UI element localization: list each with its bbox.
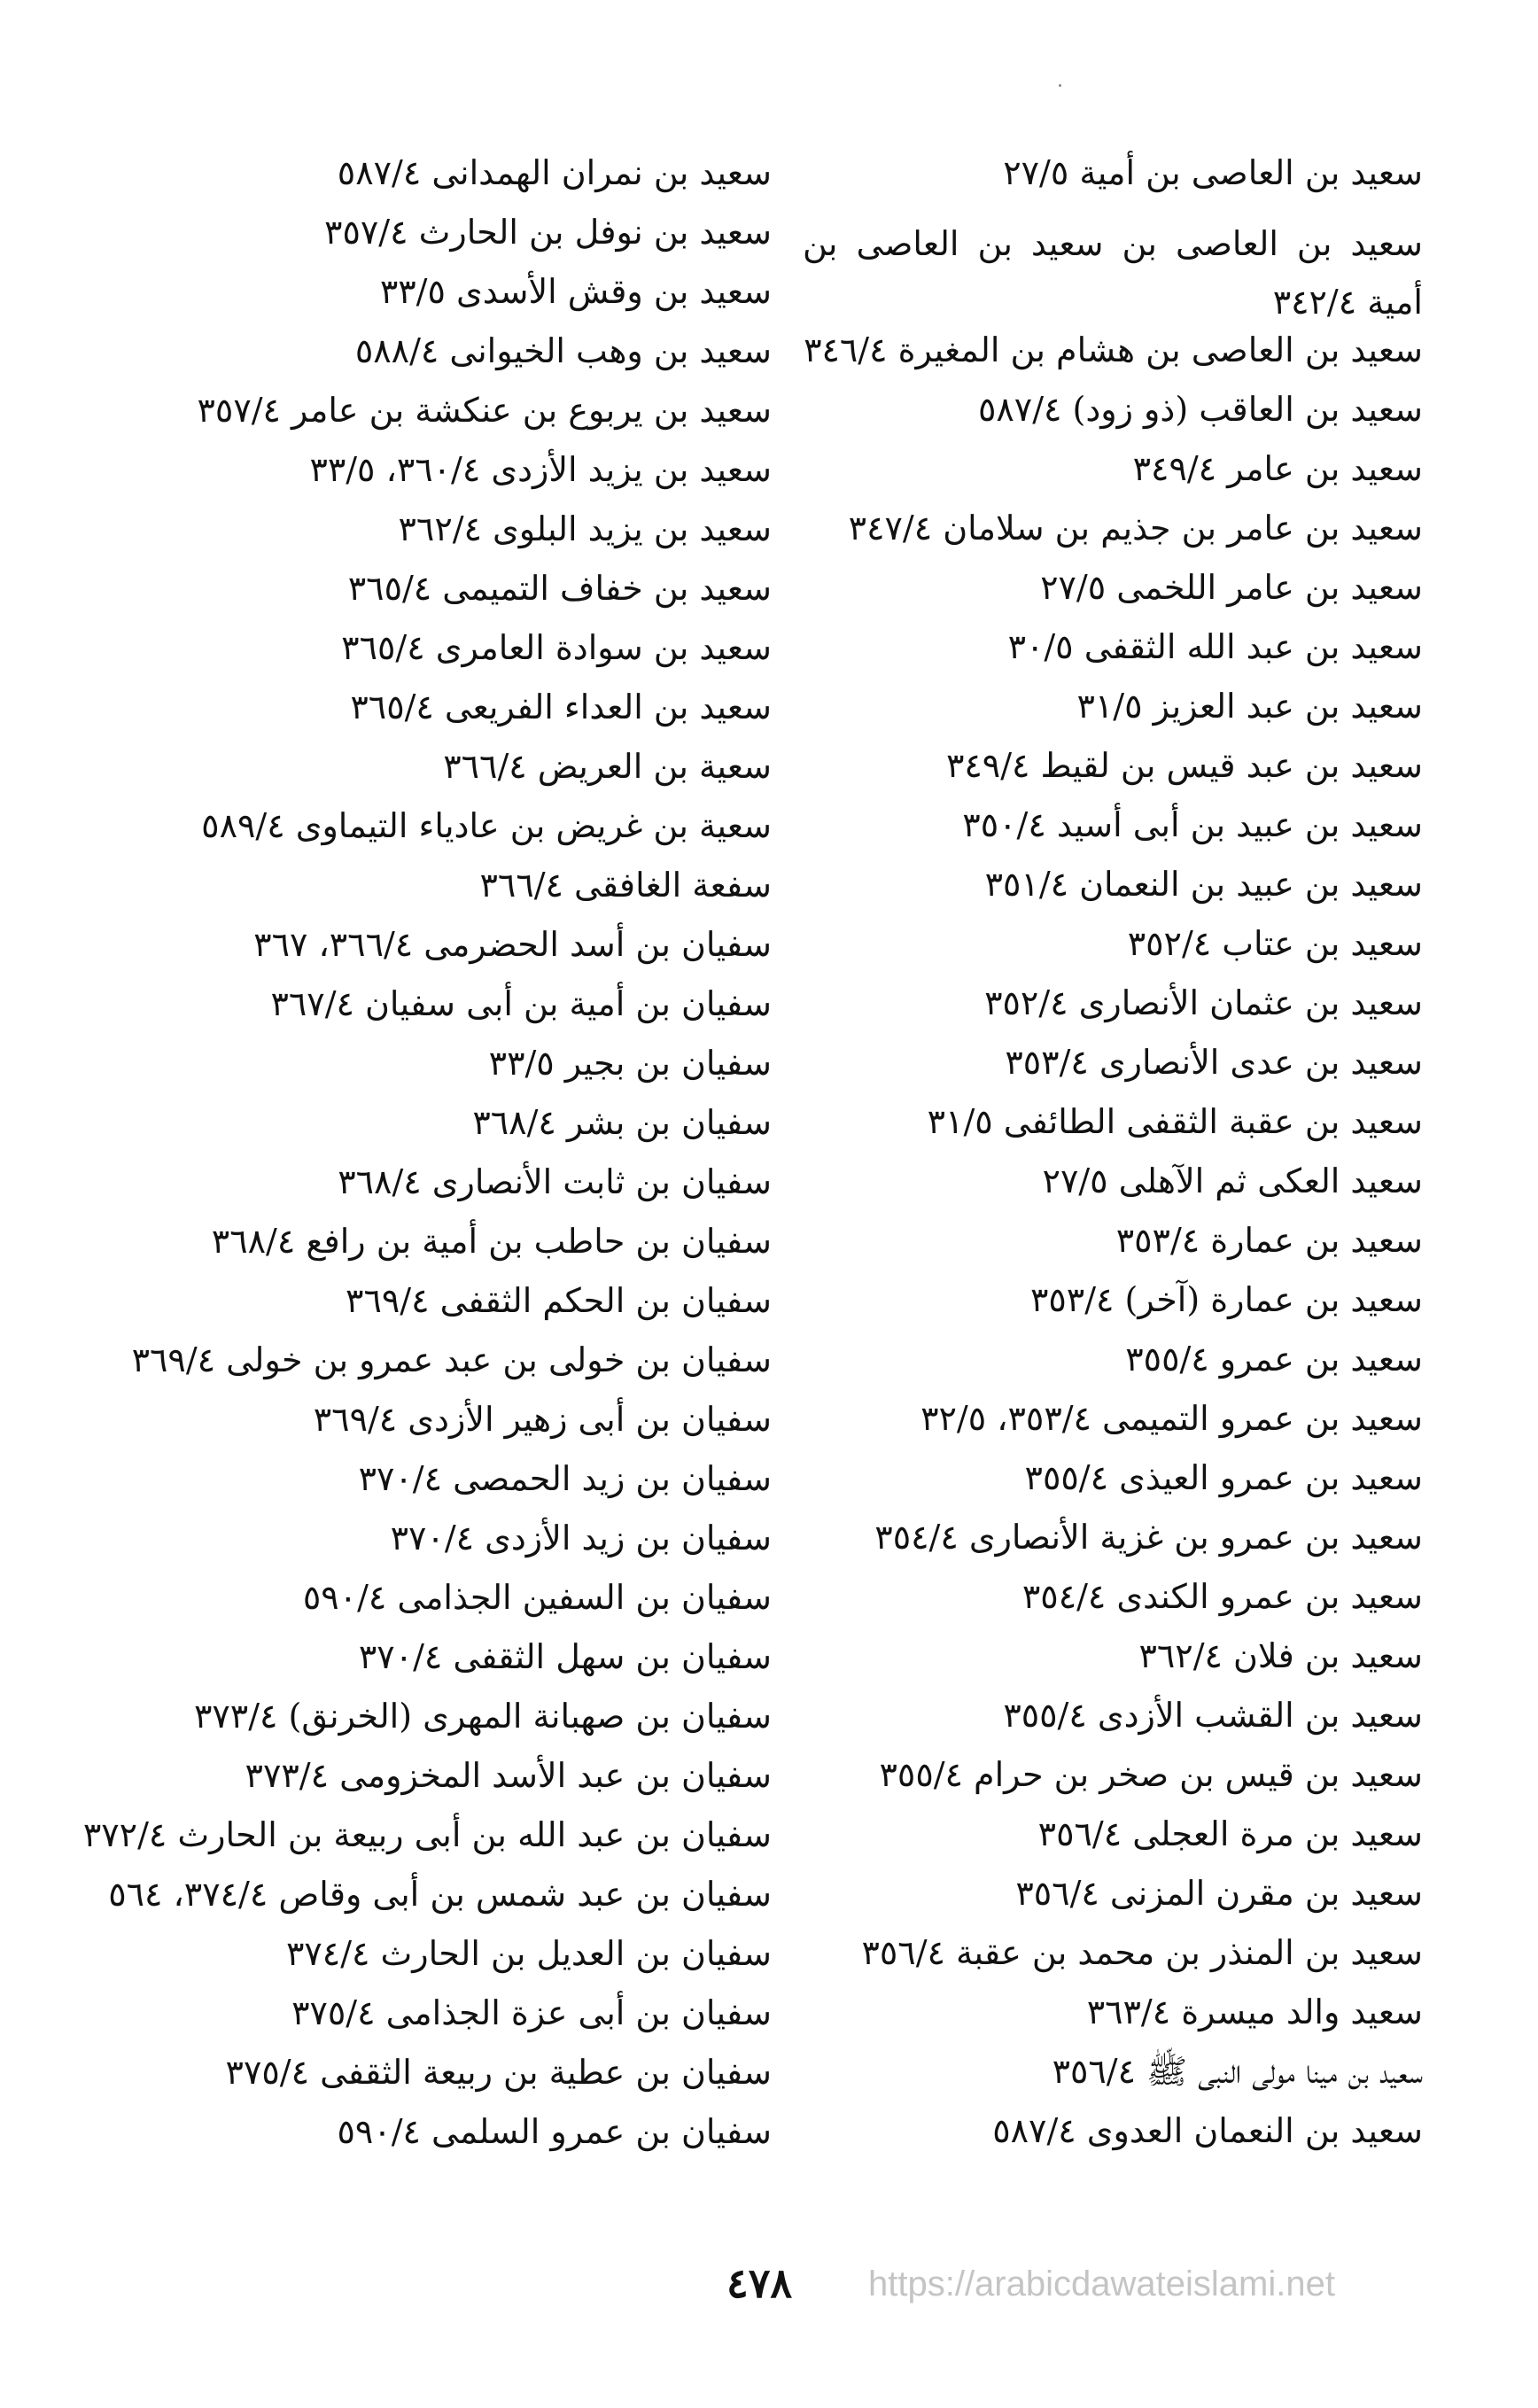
index-entry: سفعة الغافقى ٣٦٦/٤ xyxy=(479,866,772,905)
index-entry: سعيد بن المنذر بن محمد بن عقبة ٣٥٦/٤ xyxy=(861,1933,1423,1972)
index-entry: سفيان بن السفين الجذامى ٥٩٠/٤ xyxy=(302,1578,772,1617)
index-entry: سعيد بن العاصى بن سعيد بن العاصى بن أمية ٣٤٢/٤ xyxy=(803,224,1423,322)
index-entry: سفيان بن حاطب بن أمية بن رافع ٣٦٨/٤ xyxy=(211,1222,772,1261)
index-entry: سعيد بن يزيد الأزدى ٣٦٠/٤، ٣٣/٥ xyxy=(309,450,772,489)
index-entry: سفيان بن عمرو السلمى ٥٩٠/٤ xyxy=(337,2112,772,2151)
page-number: ٤٧٨ xyxy=(726,2259,793,2307)
index-entry: سفيان بن خولى بن عبد عمرو بن خولى ٣٦٩/٤ xyxy=(131,1340,772,1379)
index-entry: سفيان بن أسد الحضرمى ٣٦٦/٤، ٣٦٧ xyxy=(253,925,772,964)
index-entry: سفيان بن الحكم الثقفى ٣٦٩/٤ xyxy=(346,1281,772,1320)
index-entry: سعيد بن سوادة العامرى ٣٦٥/٤ xyxy=(341,628,772,667)
index-entry: سعيد بن نمران الهمدانى ٥٨٧/٤ xyxy=(337,153,772,192)
index-entry: سعيد بن عبد قيس بن لقيط ٣٤٩/٤ xyxy=(945,746,1423,785)
index-entry: سعيد بن العاصى بن هشام بن المغيرة ٣٤٦/٤ xyxy=(804,330,1423,369)
index-entry: سفيان بن ثابت الأنصارى ٣٦٨/٤ xyxy=(338,1162,772,1201)
index-entry: سفيان بن عبد شمس بن أبى وقاص ٣٧٤/٤، ٥٦٤ xyxy=(108,1875,772,1914)
index-entry: سفيان بن عبد الله بن أبى ربيعة بن الحارث ٣٧٢/٤ xyxy=(82,1815,772,1854)
index-entry: سعيد بن العداء الفريعى ٣٦٥/٤ xyxy=(350,687,772,726)
index-entry: سفيان بن عطية بن ربيعة الثقفى ٣٧٥/٤ xyxy=(225,2053,772,2092)
index-entry: سعيد بن عمرو الكندى ٣٥٤/٤ xyxy=(1021,1577,1423,1616)
index-entry: سعيد بن عتاب ٣٥٢/٤ xyxy=(1127,924,1423,963)
index-entry: سعيد بن عمرو العيذى ٣٥٥/٤ xyxy=(1024,1458,1423,1497)
index-entry: سفيان بن سهل الثقفى ٣٧٠/٤ xyxy=(358,1637,772,1676)
index-entry: سعيد بن عمارة (آخر) ٣٥٣/٤ xyxy=(1029,1280,1423,1319)
index-entry: سعية بن العريض ٣٦٦/٤ xyxy=(443,747,772,786)
index-entry: سعيد بن نوفل بن الحارث ٣٥٧/٤ xyxy=(324,213,772,252)
index-entry: سعيد العكى ثم الآهلى ٢٧/٥ xyxy=(1042,1161,1423,1200)
index-entry: سعية بن غريض بن عادياء التيماوى ٥٨٩/٤ xyxy=(201,806,772,845)
index-entry: سعيد بن مقرن المزنى ٣٥٦/٤ xyxy=(1015,1874,1423,1913)
index-entry: سعيد بن النعمان العدوى ٥٨٧/٤ xyxy=(992,2111,1423,2150)
index-entry: سعيد بن العاقب (ذو زود) ٥٨٧/٤ xyxy=(977,390,1423,429)
index-entry: سعيد بن يربوع بن عنكشة بن عامر ٣٥٧/٤ xyxy=(197,391,772,430)
index-entry: سفيان بن بشر ٣٦٨/٤ xyxy=(472,1103,772,1142)
index-entry: سعيد بن خفاف التميمى ٣٦٥/٤ xyxy=(347,569,772,608)
index-entry: سفيان بن أبى عزة الجذامى ٣٧٥/٤ xyxy=(291,1993,772,2032)
index-entry: سفيان بن أبى زهير الأزدى ٣٦٩/٤ xyxy=(313,1400,772,1439)
index-entry: سعيد بن عبد الله الثقفى ٣٠/٥ xyxy=(1007,627,1423,666)
index-entry: سفيان بن صهبانة المهرى (الخرنق) ٣٧٣/٤ xyxy=(193,1697,772,1736)
index-entry: سعيد بن عمرو التميمى ٣٥٣/٤، ٣٢/٥ xyxy=(920,1399,1423,1438)
index-entry: سعيد بن فلان ٣٦٢/٤ xyxy=(1138,1636,1423,1675)
index-entry: سعيد بن عبيد بن النعمان ٣٥١/٤ xyxy=(984,865,1423,904)
index-entry: سعيد بن يزيد البلوى ٣٦٢/٤ xyxy=(398,509,772,548)
right-column-index xyxy=(803,155,1423,2172)
index-entry: سفيان بن أمية بن أبى سفيان ٣٦٧/٤ xyxy=(270,984,772,1023)
index-entry: سعيد بن عامر ٣٤٩/٤ xyxy=(1132,449,1423,488)
index-entry: سفيان بن زيد الأزدى ٣٧٠/٤ xyxy=(390,1519,772,1557)
index-entry: سعيد بن عمارة ٣٥٣/٤ xyxy=(1115,1221,1423,1260)
index-entry: سعيد بن قيس بن صخر بن حرام ٣٥٥/٤ xyxy=(879,1755,1423,1794)
left-column-index xyxy=(82,153,772,2173)
index-entry: سعيد بن عمرو ٣٥٥/٤ xyxy=(1125,1340,1423,1379)
index-entry: سعيد بن عبيد بن أبى أسيد ٣٥٠/٤ xyxy=(962,805,1423,844)
page-footer xyxy=(0,2259,1538,2312)
watermark-url: https://arabicdawateislami.net xyxy=(868,2264,1335,2303)
index-entry: سعيد بن القشب الأزدى ٣٥٥/٤ xyxy=(1003,1696,1423,1735)
index-entry: سعيد بن وقش الأسدى ٣٣/٥ xyxy=(379,272,772,311)
index-entry: سعيد بن عمرو بن غزية الأنصارى ٣٥٤/٤ xyxy=(874,1518,1423,1557)
index-entry: سعيد بن عثمان الأنصارى ٣٥٢/٤ xyxy=(984,983,1423,1022)
index-entry: سعيد بن عامر اللخمى ٢٧/٥ xyxy=(1040,568,1423,607)
index-entry: سفيان بن عبد الأسد المخزومى ٣٧٣/٤ xyxy=(245,1756,772,1795)
index-entry: سعيد بن عدى الأنصارى ٣٥٣/٤ xyxy=(1005,1043,1423,1082)
index-entry: سفيان بن بجير ٣٣/٥ xyxy=(488,1044,772,1083)
index-entry: سعيد بن عامر بن جذيم بن سلامان ٣٤٧/٤ xyxy=(848,509,1423,548)
index-entry: سعيد بن عقبة الثقفى الطائفى ٣١/٥ xyxy=(927,1102,1423,1141)
index-entry: سعيد بن العاصى بن أمية ٢٧/٥ xyxy=(1003,153,1423,192)
index-entry: سعيد بن عبد العزيز ٣١/٥ xyxy=(1076,687,1423,726)
index-entry: سعيد والد ميسرة ٣٦٣/٤ xyxy=(1086,1992,1423,2031)
index-entry: سعيد بن مرة العجلى ٣٥٦/٤ xyxy=(1037,1814,1423,1853)
index-entry: سفيان بن العديل بن الحارث ٣٧٤/٤ xyxy=(285,1934,772,1973)
index-entry: سعيد بن مينا مولى النبى ﷺ ٣٥٦/٤ xyxy=(1052,2052,1423,2091)
scan-speck xyxy=(1059,84,1061,87)
index-entry: سفيان بن زيد الحمصى ٣٧٠/٤ xyxy=(358,1459,772,1498)
index-entry: سعيد بن وهب الخيوانى ٥٨٨/٤ xyxy=(354,331,772,370)
